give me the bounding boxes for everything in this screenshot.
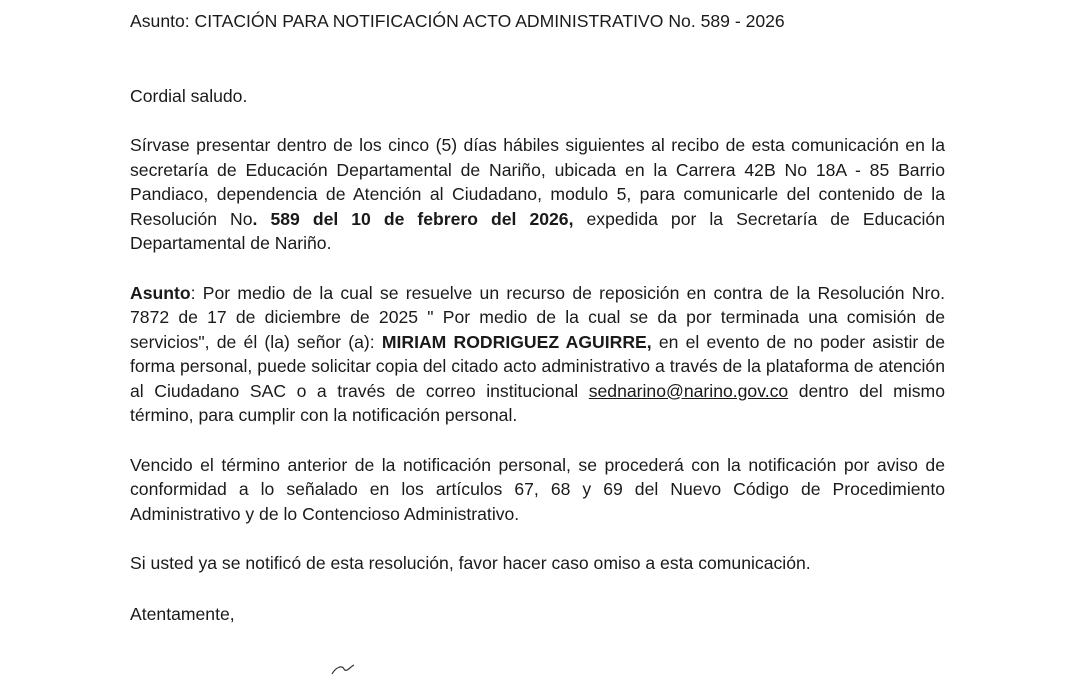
subject-detail-text-1: : Por medio de la cual se resuelve un recurso de reposición en contra de la Resolución Nro. 7872 de 17 de diciembre de 2025 " Por medio de la cual se da por terminada una comisión de servicios", de él (la) señor (a): [130, 282, 945, 352]
paragraph-citation-text: Sírvase presentar dentro de los cinco (5) días hábiles siguientes al recibo de esta comunicación en la secretaría de Educación Departamental de Nariño, ubicada en la Carrera 42B No 18A - 85 Barrio Pandiaco, dependencia de Atención al Ciudadano, modulo 5, para comunicarle del contenido de la Resolución No [130, 135, 945, 229]
letter-closing: Atentamente, [130, 603, 235, 624]
subject-detail-text-2: en el evento de no poder asistir de forma personal, puede solicitar copia del citado acto administrativo a través de la plataforma de atención al Ciudadano SAC o a través de correo institucional [130, 331, 945, 401]
letter-body [130, 9, 945, 626]
institutional-email-link[interactable]: sednarino@narino.gov.co [588, 380, 789, 401]
recipient-name: MIRIAM RODRIGUEZ AGUIRRE, [381, 331, 652, 352]
signature-mark [328, 663, 358, 675]
paragraph-citation [130, 133, 945, 256]
letter-greeting: Cordial saludo. [130, 85, 248, 106]
paragraph-notice: Vencido el término anterior de la notificación personal, se procederá con la notificación por aviso de conformidad a lo señalado en los artículos 67, 68 y 69 del Nuevo Código de Procedimiento Administrativo y de lo Contencioso Administrativo. [130, 454, 945, 524]
subject-detail-text-3: dentro del mismo término, para cumplir con la notificación personal. [130, 380, 945, 425]
resolution-reference: . 589 del 10 de febrero del 2026, [252, 208, 574, 229]
letter-subject: Asunto: CITACIÓN PARA NOTIFICACIÓN ACTO ADMINISTRATIVO No. 589 - 2026 [130, 11, 785, 31]
paragraph-subject-detail [130, 281, 945, 428]
paragraph-omit: Si usted ya se notificó de esta resolución, favor hacer caso omiso a esta comunicación. [130, 553, 811, 573]
subject-label: Asunto [130, 282, 191, 303]
paragraph-citation-tail: expedida por la Secretaría de Educación Departamental de Nariño. [130, 208, 946, 253]
